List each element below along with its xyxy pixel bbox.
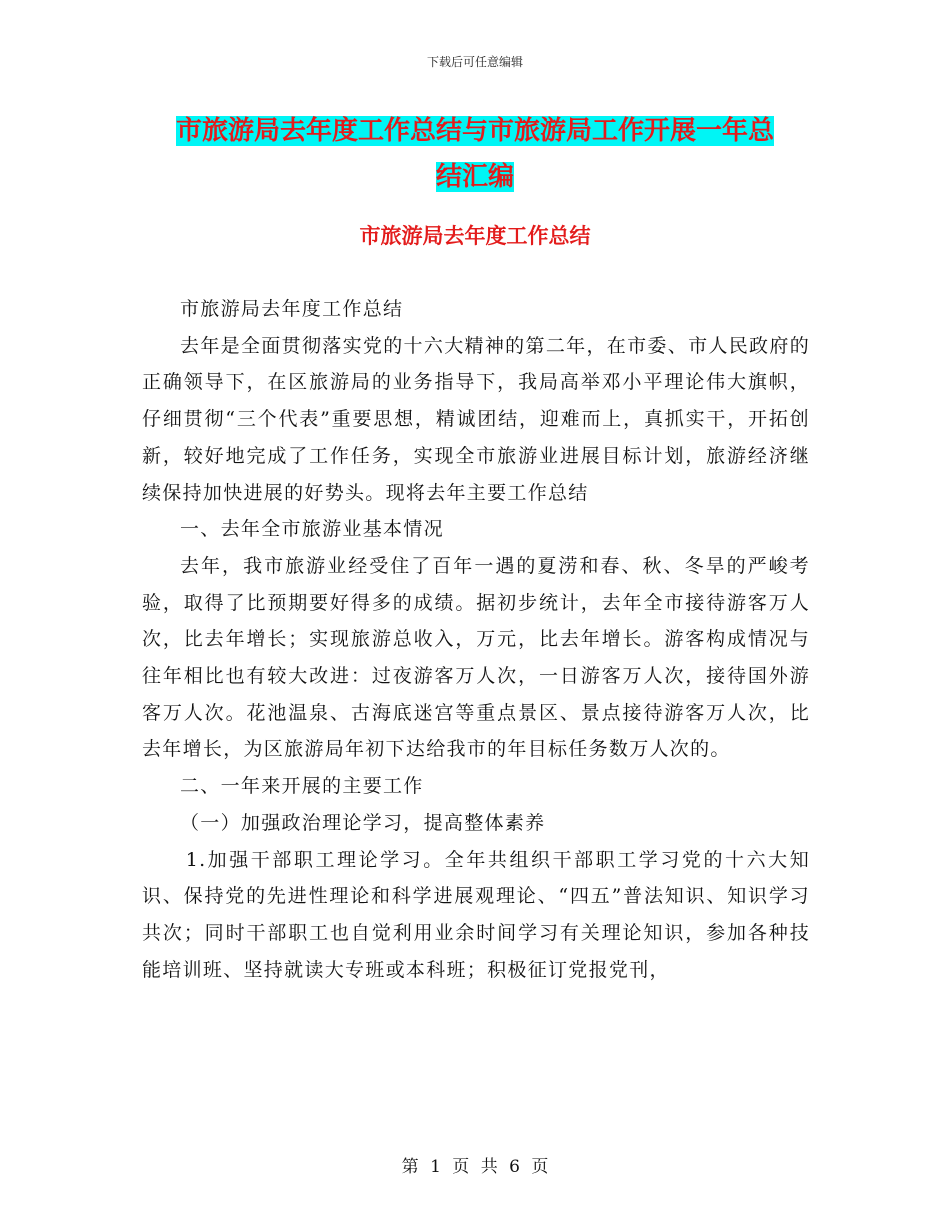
paragraph-item-1: 1.加强干部职工理论学习。全年共组织干部职工学习党的十六大知识、保持党的先进性理论和科学进展观理论、“四五”普法知识、知识学习共次；同时干部职工也自觉利用业余时间学习有关理论知识，参加各种技能培训班、坚持就读大专班或本科班；积极征订党报党刊， [142,848,810,981]
page-number-footer: 第 1 页 共 6 页 [401,1157,549,1177]
header-note: 下载后可任意编辑 [426,55,523,69]
document-title [130,108,820,200]
section-title: 市旅游局去年度工作总结 [359,224,591,248]
paragraph-section-1-body: 去年，我市旅游业经受住了百年一遇的夏涝和春、秋、冬旱的严峻考验，取得了比预期要好得多的成绩。据初步统计，去年全市接待游客万人次，比去年增长；实现旅游总收入，万元，比去年增长。游客构成情况与往年相比也有较大改进：过夜游客万人次，一日游客万人次，接待国外游客万人次。花池温泉、古海底迷宫等重点景区、景点接待游客万人次，比去年增长，为区旅游局年初下达给我市的年目标任务数万人次的。 [142,554,810,761]
document-body [142,291,810,988]
document-title-line2: 结汇编 [435,162,514,192]
paragraph-heading-repeat: 市旅游局去年度工作总结 [180,298,404,320]
paragraph-subsection-1-heading: （一）加强政治理论学习，提高整体素养 [180,811,546,834]
document-title-line1: 市旅游局去年度工作总结与市旅游局工作开展一年总 [175,116,774,146]
paragraph-section-1-heading: 一、去年全市旅游业基本情况 [180,518,444,541]
paragraph-intro: 去年是全面贯彻落实党的十六大精神的第二年，在市委、市人民政府的正确领导下，在区旅游局的业务指导下，我局高举邓小平理论伟大旗帜，仔细贯彻“三个代表”重要思想，精诚团结，迎难而上，真抓实干，开拓创新，较好地完成了工作任务，实现全市旅游业进展目标计划，旅游经济继续保持加快进展的好势头。现将去年主要工作总结 [142,334,810,504]
paragraph-section-2-heading: 二、一年来开展的主要工作 [180,775,424,798]
